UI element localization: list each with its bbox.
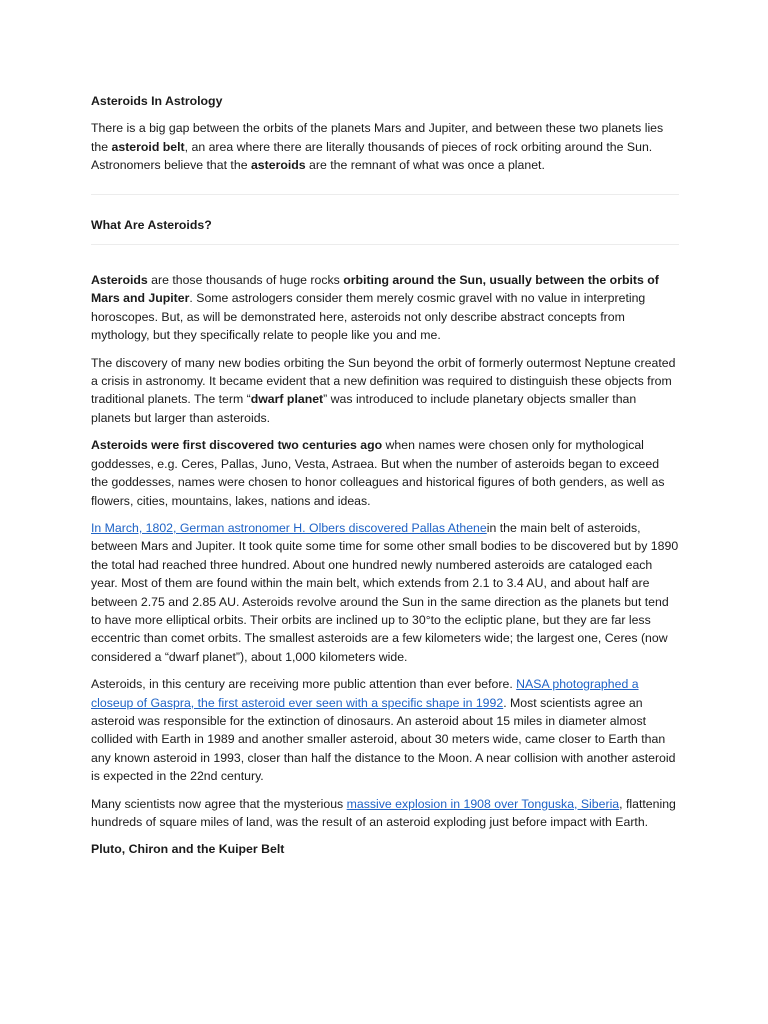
text-run: Asteroids, in this century are receiving more public attention than ever before. bbox=[91, 677, 517, 692]
paragraph-pallas-athene bbox=[91, 519, 679, 666]
text-run: , an area where there are literally thousands of pieces of rock orbiting around the Sun. Astronomers believe that the bbox=[91, 139, 653, 173]
section-heading-pluto-chiron: Pluto, Chiron and the Kuiper Belt bbox=[91, 842, 285, 857]
text-run: There is a big gap between the orbits of the planets Mars and Jupiter, and between these two planets lies the bbox=[91, 121, 664, 154]
paragraph-public-attention bbox=[91, 675, 679, 785]
inline-link[interactable]: In March, 1802, German astronomer H. Olbers discovered Pallas Athene bbox=[91, 520, 487, 535]
text-run: The discovery of many new bodies orbiting the Sun beyond the orbit of formerly outermost Neptune created a crisis in astronomy. It became evident that a new definition was required to distinguish these objects from traditional planets. The term “ bbox=[91, 355, 676, 407]
text-run: in the main belt of asteroids, between Mars and Jupiter. It took quite some time for some other small bodies to be discovered but by 1890 the total had reached three hundred. About one hundred newly numbered asteroids are cataloged each year. Most of them are found within the main belt, which extends from 2.1 to 3.4 AU, and about half are between 2.75 and 2.85 AU. Asteroids revolve around the Sun in the same direction as the planets but tend to have more elliptical orbits. Their orbits are inclined up to 30°to the ecliptic plane, but they are far less eccentric than comet orbits. The smallest asteroids are a few kilometers wide; the largest one, Ceres (now considered a “dwarf planet”), about 1,000 kilometers wide. bbox=[91, 520, 679, 664]
inline-link[interactable]: massive explosion in 1908 over Tonguska, Siberia bbox=[346, 796, 620, 811]
inline-link[interactable]: NASA photographed a closeup of Gaspra, the first asteroid ever seen with a specific shape in 1992 bbox=[91, 677, 639, 710]
document-body bbox=[91, 92, 679, 859]
bold-text: Asteroids bbox=[91, 273, 148, 288]
bold-text: dwarf planet bbox=[250, 392, 324, 407]
text-run: are the remnant of what was once a planet. bbox=[305, 158, 545, 173]
text-run: are those thousands of huge rocks bbox=[147, 273, 344, 288]
bold-text: orbiting around the Sun, usually between the orbits of Mars and Jupiter bbox=[91, 273, 659, 306]
paragraph-discovery-history bbox=[91, 436, 679, 510]
text-run: when names were chosen only for mythological goddesses, e.g. Ceres, Pallas, Juno, Vesta, Astraea. But when the number of asteroids began to exceed the goddesses, names were chosen to honor colleagues and historical figures of both genders, as well as flowers, cities, mountains, lakes, nations and ideas. bbox=[91, 438, 665, 508]
text-run: Many scientists now agree that the mysterious bbox=[91, 796, 347, 811]
paragraph-dwarf-planet bbox=[91, 354, 679, 428]
bold-text: Asteroids were first discovered two centuries ago bbox=[91, 438, 383, 453]
bold-text: asteroid belt bbox=[111, 139, 185, 154]
text-run: . Most scientists agree an asteroid was responsible for the extinction of dinosaurs. An asteroid about 15 miles in diameter almost collided with Earth in 1989 and another smaller asteroid, about 30 meters wide, came closer to Earth than any known asteroid in 1993, closer than half the distance to the Moon. A near collision with another asteroid is expected in the 22nd century. bbox=[91, 695, 676, 784]
intro-paragraph bbox=[91, 119, 679, 174]
bold-text: asteroids bbox=[250, 158, 306, 173]
paragraph-asteroids-definition bbox=[91, 271, 679, 345]
text-run: . Some astrologers consider them merely cosmic gravel with no value in interpreting horoscopes. But, as will be demonstrated here, asteroids not only describe abstract concepts from mythology, but they specifically relate to people like you and me. bbox=[91, 291, 646, 343]
text-run: ” was introduced to include planetary objects smaller than planets but larger than asteroids. bbox=[91, 392, 637, 425]
section-heading-what-are-asteroids: What Are Asteroids? bbox=[91, 217, 212, 232]
text-run: , flattening hundreds of square miles of land, was the result of an asteroid exploding just before impact with Earth. bbox=[91, 796, 676, 829]
document-title: Asteroids In Astrology bbox=[91, 94, 223, 108]
paragraph-tonguska bbox=[91, 795, 679, 832]
